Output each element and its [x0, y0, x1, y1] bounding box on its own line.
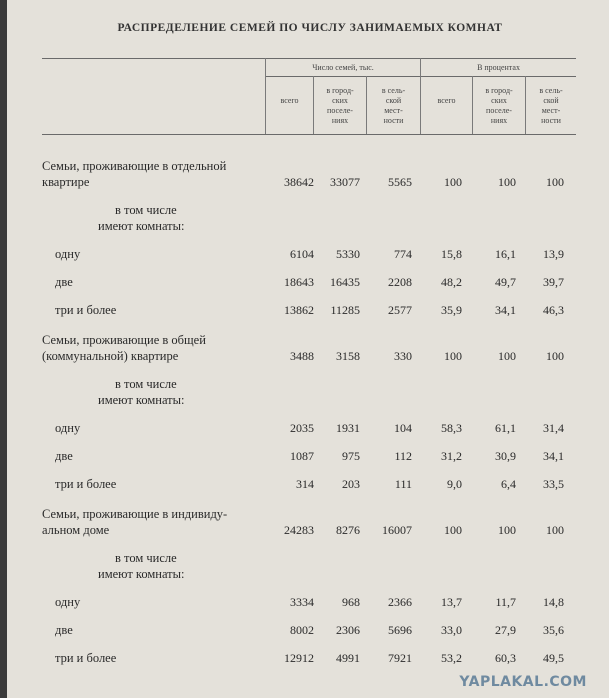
header-bottom-rule	[42, 134, 576, 135]
table-cell: 111	[394, 477, 412, 491]
header-group-percent: В процентах	[477, 63, 520, 72]
header-top-rule	[42, 58, 576, 59]
table-cell: 9,0	[447, 477, 462, 491]
section-label: альном доме	[42, 523, 110, 537]
table-cell: 5565	[388, 175, 412, 189]
table-cell: 1087	[290, 449, 314, 463]
table-cell: 11285	[330, 303, 360, 317]
table-cell: 35,9	[441, 303, 462, 317]
column-header-line: ской	[543, 96, 559, 105]
table-cell: 2366	[388, 595, 412, 609]
table-cell: 34,1	[495, 303, 516, 317]
column-header-line: в город-	[485, 86, 513, 95]
row-label: две	[55, 449, 73, 463]
table-cell: 100	[546, 175, 564, 189]
table-cell: 100	[498, 175, 516, 189]
subheading: имеют комнаты:	[98, 393, 185, 407]
table-cell: 61,1	[495, 421, 516, 435]
section-label: Семьи, проживающие в общей	[42, 333, 206, 347]
table-cell: 7921	[388, 651, 412, 665]
table-cell: 6104	[290, 247, 314, 261]
table-cell: 100	[444, 523, 462, 537]
table-cell: 11,7	[495, 595, 516, 609]
table-cell: 4991	[336, 651, 360, 665]
table-cell: 24283	[284, 523, 314, 537]
column-header-line: ских	[491, 96, 507, 105]
column-header-line: мест-	[384, 106, 403, 115]
table-cell: 18643	[284, 275, 314, 289]
table-cell: 33,0	[441, 623, 462, 637]
table-cell: 35,6	[543, 623, 564, 637]
table-cell: 5696	[388, 623, 412, 637]
table-cell: 53,2	[441, 651, 462, 665]
table-cell: 33,5	[543, 477, 564, 491]
table-cell: 12912	[284, 651, 314, 665]
table-cell: 13,7	[441, 595, 462, 609]
table-cell: 2306	[336, 623, 360, 637]
column-header-line: всего	[280, 96, 299, 105]
column-header-line: в сель-	[381, 86, 406, 95]
table-cell: 100	[498, 349, 516, 363]
table-cell: 33077	[330, 175, 360, 189]
page-edge-shadow	[0, 0, 7, 698]
table-cell: 330	[394, 349, 412, 363]
section-label: Семьи, проживающие в индивиду-	[42, 507, 228, 521]
column-header-line: ской	[385, 96, 402, 105]
column-header	[314, 86, 366, 126]
table-cell: 100	[444, 349, 462, 363]
table-cell: 6,4	[501, 477, 516, 491]
column-header-line: поселе-	[327, 106, 353, 115]
column-header-line: ских	[332, 96, 348, 105]
table-cell: 49,5	[543, 651, 564, 665]
column-header-line: в сель-	[539, 86, 563, 95]
column-header	[367, 86, 420, 126]
table-cell: 100	[498, 523, 516, 537]
table-cell: 16007	[382, 523, 412, 537]
row-label: две	[55, 275, 73, 289]
table-cell: 3158	[336, 349, 360, 363]
table-cell: 48,2	[441, 275, 462, 289]
table-cell: 100	[546, 349, 564, 363]
column-header-line: ниях	[331, 116, 349, 125]
section-label: Семьи, проживающие в отдельной	[42, 159, 227, 173]
table-cell: 5330	[336, 247, 360, 261]
table-cell: 2577	[388, 303, 412, 317]
table-cell: 100	[444, 175, 462, 189]
column-header	[473, 86, 525, 126]
column-header	[266, 96, 313, 106]
table-cell: 49,7	[495, 275, 516, 289]
table-cell: 46,3	[543, 303, 564, 317]
header-group-families: Число семей, тыс.	[312, 63, 374, 72]
table-cell: 975	[342, 449, 360, 463]
column-header-line: ниях	[490, 116, 508, 125]
column-header-line: ности	[383, 116, 404, 125]
table-cell: 31,2	[441, 449, 462, 463]
column-header-line: мест-	[541, 106, 561, 115]
table-cell: 16,1	[495, 247, 516, 261]
column-header	[526, 86, 576, 126]
table-cell: 112	[394, 449, 412, 463]
column-header-line: ности	[541, 116, 561, 125]
table-cell: 38642	[284, 175, 314, 189]
table-cell: 16435	[330, 275, 360, 289]
section-label: (коммунальной) квартире	[42, 349, 179, 363]
table-cell: 30,9	[495, 449, 516, 463]
table-cell: 31,4	[543, 421, 564, 435]
section-label: квартире	[42, 175, 90, 189]
table-cell: 14,8	[543, 595, 564, 609]
row-label: одну	[55, 595, 81, 609]
table-cell: 15,8	[441, 247, 462, 261]
table-cell: 203	[342, 477, 360, 491]
table-cell: 13862	[284, 303, 314, 317]
table-cell: 968	[342, 595, 360, 609]
table-cell: 3488	[290, 349, 314, 363]
row-label: три и более	[55, 651, 117, 665]
table-cell: 1931	[336, 421, 360, 435]
row-label: одну	[55, 247, 81, 261]
subheading: имеют комнаты:	[98, 219, 185, 233]
table-title: РАСПРЕДЕЛЕНИЕ СЕМЕЙ ПО ЧИСЛУ ЗАНИМАЕМЫХ КОМНАТ	[117, 22, 503, 34]
table-cell: 27,9	[495, 623, 516, 637]
subheading: в том числе	[115, 377, 177, 391]
subheading: в том числе	[115, 203, 177, 217]
row-label: одну	[55, 421, 81, 435]
subheading: имеют комнаты:	[98, 567, 185, 581]
watermark: YAPLAKAL.COM	[459, 674, 587, 690]
subheading: в том числе	[115, 551, 177, 565]
table-cell: 8276	[336, 523, 360, 537]
table-cell: 39,7	[543, 275, 564, 289]
table-cell: 13,9	[543, 247, 564, 261]
table-cell: 2208	[388, 275, 412, 289]
row-label: три и более	[55, 303, 117, 317]
table-cell: 34,1	[543, 449, 564, 463]
table-cell: 2035	[290, 421, 314, 435]
table-cell: 3334	[290, 595, 314, 609]
column-header-line: поселе-	[486, 106, 512, 115]
table-cell: 314	[296, 477, 314, 491]
table-cell: 104	[394, 421, 412, 435]
table-cell: 774	[394, 247, 412, 261]
table-cell: 8002	[290, 623, 314, 637]
table-cell: 60,3	[495, 651, 516, 665]
row-label: две	[55, 623, 73, 637]
column-header-line: всего	[437, 96, 456, 105]
table-cell: 100	[546, 523, 564, 537]
column-header	[421, 96, 472, 106]
table-cell: 58,3	[441, 421, 462, 435]
column-header-line: в город-	[326, 86, 354, 95]
row-label: три и более	[55, 477, 117, 491]
